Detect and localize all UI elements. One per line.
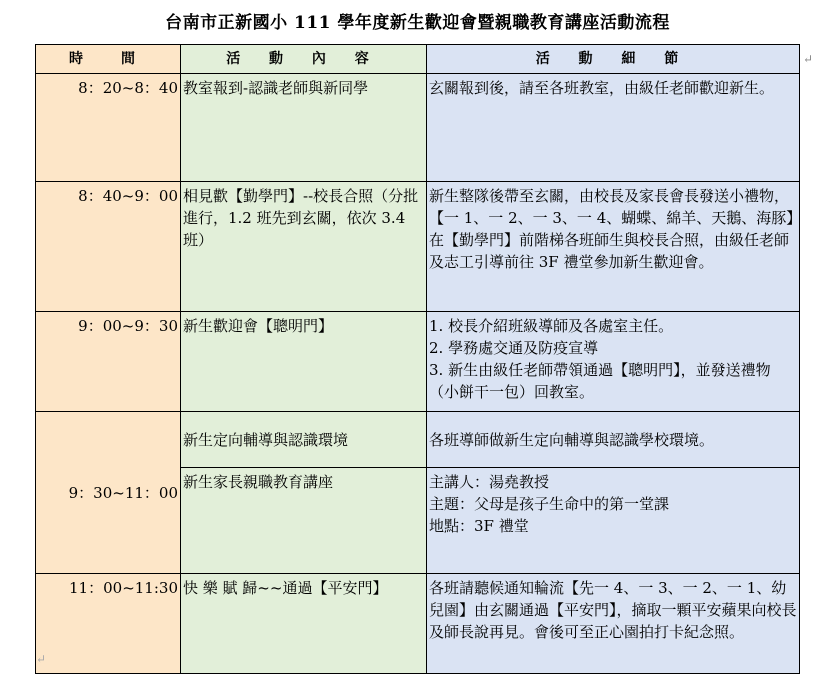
schedule-table (35, 44, 800, 674)
detail-cell: 玄關報到後，請至各班教室，由級任老師歡迎新生。 (427, 74, 800, 182)
header-activity: 活 動 內 容 (181, 45, 427, 74)
activity-cell: 新生家長親職教育講座 (181, 468, 427, 574)
activity-cell: 新生定向輔導與認識環境 (181, 412, 427, 468)
time-cell: 8：40~9：00 (36, 182, 181, 312)
time-cell: 9：00~9：30 (36, 312, 181, 412)
table-row (36, 412, 800, 468)
detail-line: 3. 新生由級任老師帶領通過【聰明門】，並發送禮物（小餅干一包）回教室。 (429, 361, 771, 401)
time-cell: 8：20~8：40 (36, 74, 181, 182)
detail-cell: 各班請聽候通知輪流【先一 4、一 3、一 2、一 1、幼兒園】由玄關通過【平安門】，摘取一顆平安蘋果向校長及師長說再見。會後可至正心園拍打卡紀念照。 (427, 574, 800, 674)
time-cell: 11：00~11:30 (36, 574, 181, 674)
detail-cell: 各班導師做新生定向輔導與認識學校環境。 (427, 412, 800, 468)
table-row (36, 574, 800, 674)
paragraph-mark: ↵ (802, 52, 813, 66)
document-title: 台南市正新國小 111 學年度新生歡迎會暨親職教育講座活動流程 (165, 13, 670, 33)
detail-cell (427, 468, 800, 574)
detail-line: 地點：3F 禮堂 (429, 517, 529, 535)
end-mark: ↵ (36, 652, 47, 666)
detail-line: 1. 校長介紹班級導師及各處室主任。 (429, 317, 674, 335)
header-time: 時 間 (36, 45, 181, 74)
table-row (36, 312, 800, 412)
activity-cell: 相見歡【勤學門】--校長合照（分批進行，1.2 班先到玄關，依次 3.4 班） (181, 182, 427, 312)
time-cell: 9：30~11：00 (36, 412, 181, 574)
detail-line: 2. 學務處交通及防疫宣導 (429, 339, 599, 357)
detail-line: 主題：父母是孩子生命中的第一堂課 (429, 495, 670, 513)
header-detail: 活 動 細 節 (427, 45, 800, 74)
activity-cell: 快 樂 賦 歸~~通過【平安門】 (181, 574, 427, 674)
detail-cell: 新生整隊後帶至玄關，由校長及家長會長發送小禮物，【一 1、一 2、一 3、一 4、蝴蝶、綿羊、天鵝、海豚】在【勤學門】前階梯各班師生與校長合照，由級任老師及志工引導前往 3F 禮堂參加新生歡迎會。 (427, 182, 800, 312)
detail-cell (427, 312, 800, 412)
table-row (36, 182, 800, 312)
header-row (36, 45, 800, 74)
detail-line: 主講人：湯堯教授 (429, 473, 550, 491)
activity-cell: 新生歡迎會【聰明門】 (181, 312, 427, 412)
table-row (36, 74, 800, 182)
activity-cell: 教室報到-認識老師與新同學 (181, 74, 427, 182)
